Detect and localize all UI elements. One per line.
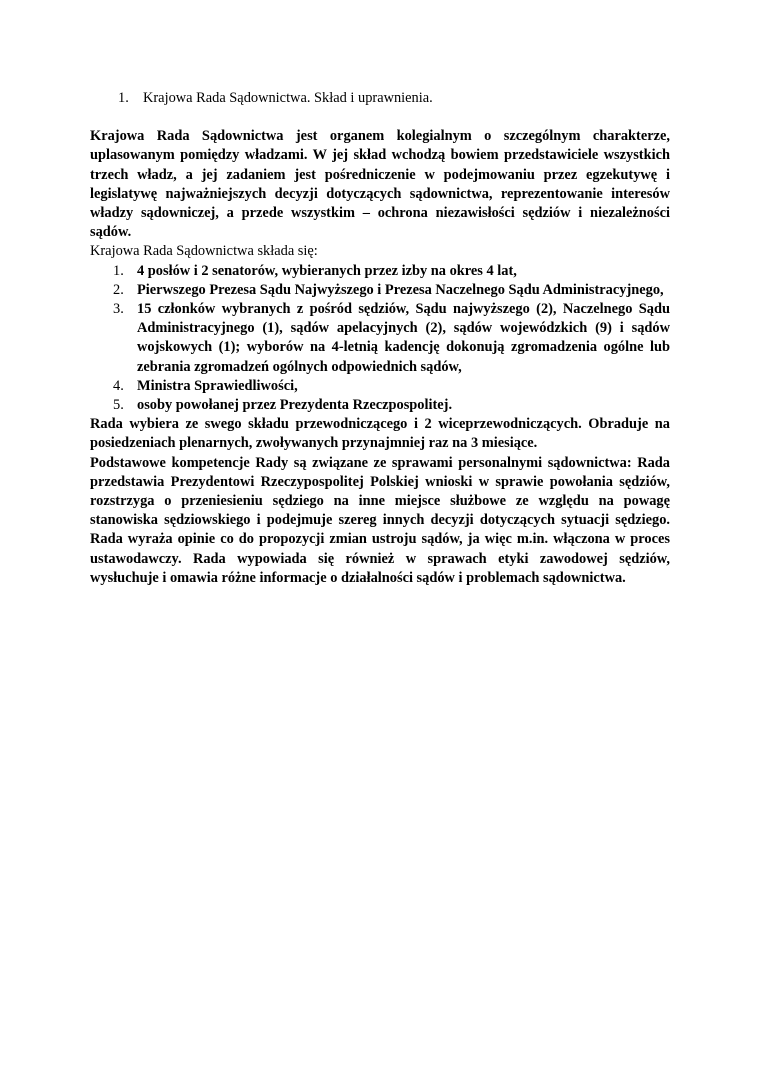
composition-list <box>90 262 670 416</box>
intro-paragraph: Krajowa Rada Sądownictwa jest organem kolegialnym o szczególnym charakterze, uplasowanym pomiędzy władzami. W jej skład wchodzą bowiem przedstawiciele wszystkich trzech władz, a jej zadaniem jest pośredniczenie w podejmowaniu przez egzekutywę i legislatywę najważniejszych decyzji dotyczących sądownictwa, reprezentowanie interesów władzy sądowniczej, a przede wszystkim – ochrona niezawisłości sędziów i niezależności sądów. <box>90 128 670 241</box>
organization-paragraph: Rada wybiera ze swego składu przewodniczącego i 2 wiceprzewodniczących. Obraduje na posiedzeniach plenarnych, zwoływanych przynajmniej raz na 3 miesiące. <box>90 416 670 452</box>
list-item <box>90 396 670 415</box>
list-item <box>90 300 670 377</box>
list-item-text: Ministra Sprawiedliwości, <box>137 377 298 394</box>
list-item-number: 5. <box>113 397 124 414</box>
competences-paragraph: Podstawowe kompetencje Rady są związane ze sprawami personalnymi sądownictwa: Rada przedstawia Prezydentowi Rzeczypospolitej Polskiej wnioski w sprawie powołania sędziów, rozstrzyga o przeniesieniu sędziego na inne miejsce służbowe ze względu na powagę stanowiska sędziowskiego i podejmuje szereg innych decyzji dotyczących sytuacji sędziego. Rada wyraża opinie co do propozycji zmian ustroju sądów, ja więc m.in. włączona w proces ustawodawczy. Rada wypowiada się również w sprawach etyki zawodowej sędziów, wysłuchuje i omawia różne informacje o działalności sądów i problemach sądownictwa. <box>90 454 670 586</box>
list-item-text: 15 członków wybranych z pośród sędziów, Sądu najwyższego (2), Naczelnego Sądu Administracyjnego (1), sądów apelacyjnych (2), sądów wojewódzkich (9) i sądów wojskowych (1); wyborów na 4-letnią kadencję dokonują zgromadzenia ogólne lub zebrania zgromadzeń ogólnych odpowiednich sądów, <box>137 301 670 375</box>
list-item-number: 4. <box>113 377 124 394</box>
section-number: 1. <box>118 90 129 106</box>
list-item <box>90 377 670 396</box>
list-item <box>90 262 670 281</box>
list-item-text: osoby powołanej przez Prezydenta Rzeczpospolitej. <box>137 397 453 414</box>
list-item-text: 4 posłów i 2 senatorów, wybieranych przez izby na okres 4 lat, <box>137 262 517 279</box>
section-heading <box>90 89 670 108</box>
list-item-number: 3. <box>113 301 124 318</box>
list-item-number: 2. <box>113 281 124 298</box>
document-body <box>90 89 670 588</box>
list-item-number: 1. <box>113 262 124 279</box>
section-title: Krajowa Rada Sądownictwa. Skład i uprawnienia. <box>143 90 433 106</box>
list-item-text: Pierwszego Prezesa Sądu Najwyższego i Prezesa Naczelnego Sądu Administracyjnego, <box>137 281 664 298</box>
list-item <box>90 281 670 300</box>
composition-intro: Krajowa Rada Sądownictwa składa się: <box>90 243 318 260</box>
